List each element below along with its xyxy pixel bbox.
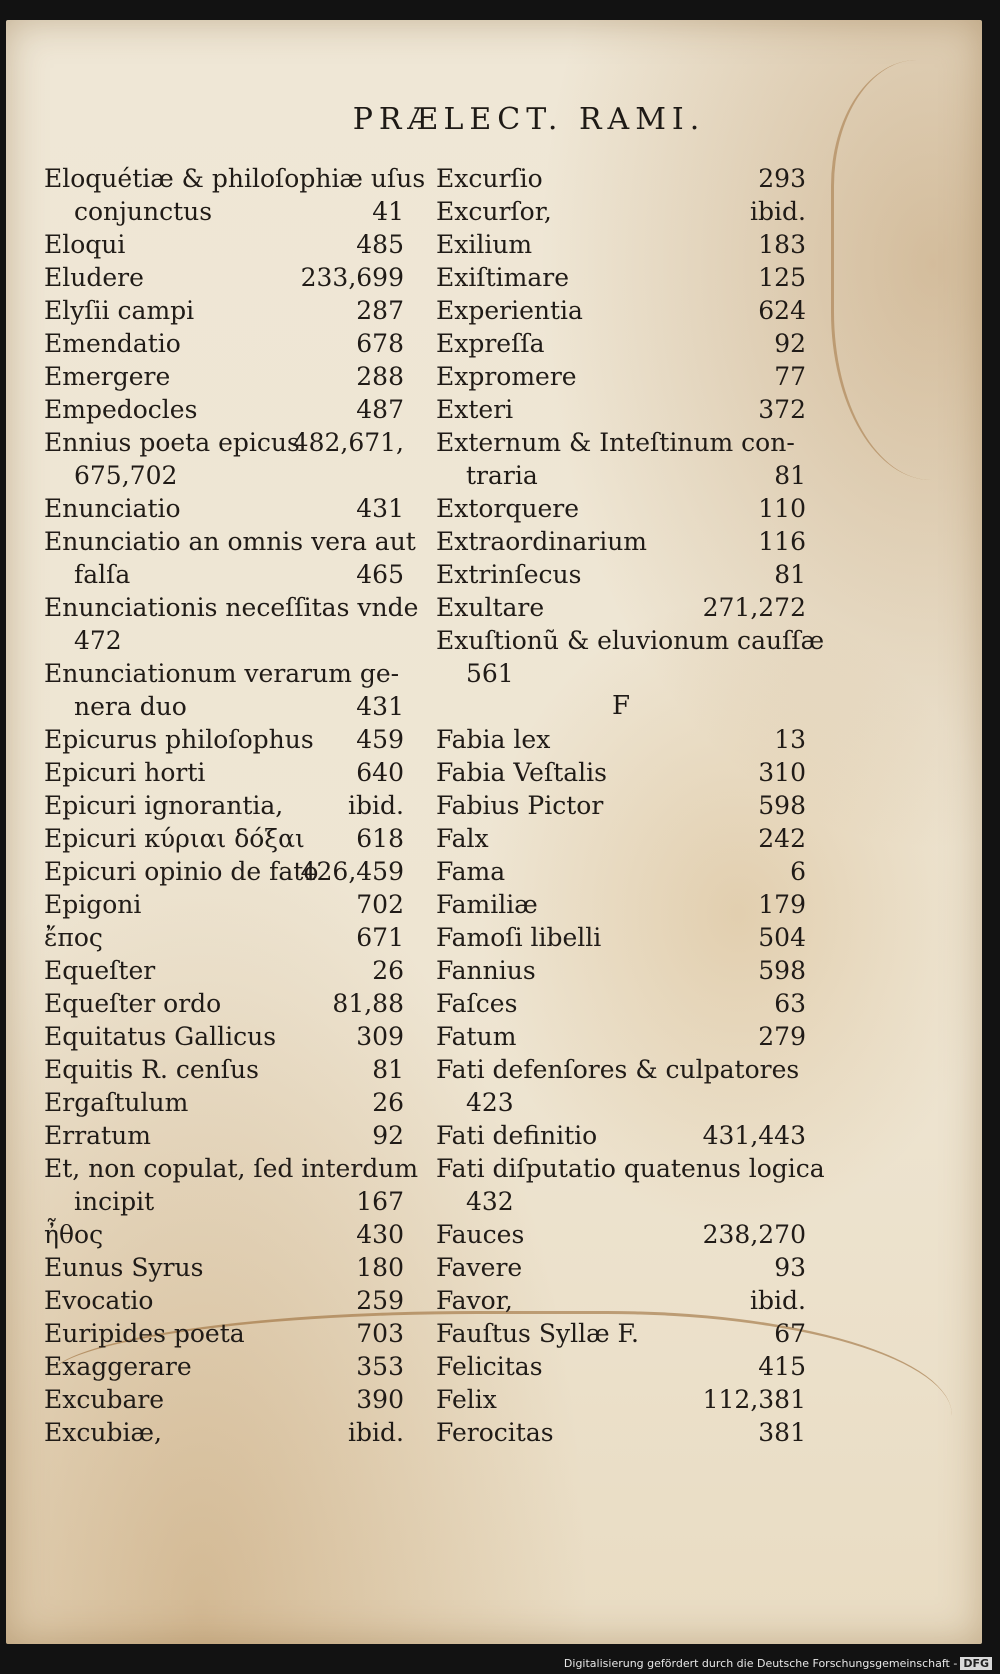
index-entry	[436, 525, 806, 558]
index-entry	[436, 261, 806, 294]
index-term: Emendatio	[44, 329, 181, 358]
page-reference: ibid.	[750, 197, 806, 226]
index-term: Experientia	[436, 296, 583, 325]
index-term: Enunciatio	[44, 494, 181, 523]
index-term: Fauſtus Syllæ F.	[436, 1319, 639, 1348]
page-reference: 624	[758, 296, 806, 325]
index-entry	[44, 789, 404, 822]
index-entry	[44, 591, 419, 624]
index-term: Epigoni	[44, 890, 142, 919]
index-entry	[436, 1053, 806, 1086]
index-term: Externum & Inteſtinum con-	[436, 428, 795, 457]
index-term: Fama	[436, 857, 506, 886]
index-entry	[44, 360, 404, 393]
index-entry	[436, 1383, 806, 1416]
digitization-credit	[564, 1657, 992, 1670]
index-entry	[436, 1152, 825, 1185]
index-term: Ennius poeta epicus	[44, 428, 300, 457]
index-term: Enunciatio an omnis vera aut	[44, 527, 416, 556]
index-term: Familiæ	[436, 890, 538, 919]
page-reference: 116	[758, 527, 806, 556]
index-term: Fabia lex	[436, 725, 551, 754]
index-term: Ergaſtulum	[44, 1088, 189, 1117]
index-term: Equitatus Gallicus	[44, 1022, 277, 1051]
index-term: Fabius Pictor	[436, 791, 604, 820]
index-term: Expromere	[436, 362, 577, 391]
index-term: Excurſor,	[436, 197, 552, 226]
index-entry	[436, 327, 806, 360]
index-entry	[436, 1086, 806, 1119]
index-term: Epicuri ignorantia,	[44, 791, 284, 820]
index-term: Extorquere	[436, 494, 580, 523]
page-reference: 426,459	[300, 857, 404, 886]
page-reference: 110	[758, 494, 806, 523]
index-entry	[436, 921, 806, 954]
index-term: Equitis R. cenſus	[44, 1055, 259, 1084]
page-reference: 81	[774, 560, 806, 589]
credit-text: Digitalisierung gefördert durch die Deutsche Forschungsgemeinschaft -	[563, 1657, 958, 1670]
index-entry	[44, 525, 416, 558]
page-reference: 183	[758, 230, 806, 259]
page-reference: 238,270	[702, 1220, 806, 1249]
index-term: Exteri	[436, 395, 514, 424]
dfg-logo: DFG	[960, 1657, 992, 1670]
page-reference: 485	[356, 230, 404, 259]
index-entry	[44, 855, 404, 888]
index-term: Eludere	[44, 263, 144, 292]
index-term: Exultare	[436, 593, 545, 622]
index-entry	[436, 1317, 806, 1350]
index-term: Favere	[436, 1253, 523, 1282]
index-term: Eloqui	[44, 230, 126, 259]
index-entry	[436, 294, 806, 327]
index-term: Enunciationis neceſſitas vnde	[44, 593, 419, 622]
page-reference: 293	[758, 164, 806, 193]
index-entry	[436, 954, 806, 987]
index-entry	[436, 195, 806, 228]
index-entry	[44, 756, 404, 789]
index-term: Enunciationum verarum ge-	[44, 659, 400, 688]
index-term: Fatum	[436, 1022, 517, 1051]
page-reference: 678	[356, 329, 404, 358]
index-entry	[44, 624, 404, 657]
index-entry	[436, 162, 806, 195]
page-reference: 415	[758, 1352, 806, 1381]
page-reference: 431,443	[702, 1121, 806, 1150]
index-term: Excurſio	[436, 164, 543, 193]
page-reference: 287	[356, 296, 404, 325]
index-term: Exilium	[436, 230, 533, 259]
index-term: Expreſſa	[436, 329, 545, 358]
index-term: 432	[466, 1187, 514, 1216]
index-entry	[44, 327, 404, 360]
index-entry	[436, 987, 806, 1020]
index-term: Fati defenſores & culpatores	[436, 1055, 800, 1084]
page-reference: 112,381	[702, 1385, 806, 1414]
page-reference: 431	[356, 692, 404, 721]
page-reference: 93	[774, 1253, 806, 1282]
index-entry	[436, 393, 806, 426]
page-reference: 353	[356, 1352, 404, 1381]
index-entry	[436, 426, 806, 459]
index-entry	[44, 492, 404, 525]
page-reference: 279	[758, 1022, 806, 1051]
index-column-right	[436, 162, 825, 1449]
page-reference: 233,699	[300, 263, 404, 292]
page-reference: 703	[356, 1319, 404, 1348]
index-term: traria	[466, 461, 538, 490]
index-entry	[44, 1185, 404, 1218]
index-term: Et, non copulat, ſed interdum	[44, 1154, 419, 1183]
page-reference: 81,88	[332, 989, 404, 1018]
index-term: nera duo	[74, 692, 187, 721]
page-reference: 180	[356, 1253, 404, 1282]
page-reference: 63	[774, 989, 806, 1018]
index-entry	[44, 723, 404, 756]
index-entry	[44, 657, 404, 690]
index-term: Epicurus philoſophus	[44, 725, 314, 754]
index-entry	[436, 1185, 806, 1218]
page-reference: 640	[356, 758, 404, 787]
index-term: Felicitas	[436, 1352, 543, 1381]
index-entry	[436, 1218, 806, 1251]
index-term: Ferocitas	[436, 1418, 554, 1447]
index-entry	[44, 1251, 404, 1284]
index-entry	[436, 228, 806, 261]
page-reference: 482,671,	[292, 428, 404, 457]
page-reference: 26	[372, 1088, 404, 1117]
index-term: falſa	[74, 560, 131, 589]
page-reference: 67	[774, 1319, 806, 1348]
index-term: 472	[74, 626, 122, 655]
index-entry	[436, 624, 825, 657]
page-reference: 92	[372, 1121, 404, 1150]
index-term: Faſces	[436, 989, 518, 1018]
index-entry	[436, 1350, 806, 1383]
page-reference: 465	[356, 560, 404, 589]
page-reference: 702	[356, 890, 404, 919]
index-term: Exaggerare	[44, 1352, 192, 1381]
index-term: Felix	[436, 1385, 497, 1414]
index-term: conjunctus	[74, 197, 213, 226]
index-entry	[44, 195, 404, 228]
index-term: 675,702	[74, 461, 178, 490]
index-term: Fati definitio	[436, 1121, 598, 1150]
index-term: 423	[466, 1088, 514, 1117]
index-term: ἔπος	[44, 923, 103, 952]
index-column-left	[44, 162, 426, 1449]
index-entry	[44, 921, 404, 954]
index-entry	[44, 1218, 404, 1251]
index-term: Famoſi libelli	[436, 923, 602, 952]
page-reference: 671	[356, 923, 404, 952]
index-term: incipit	[74, 1187, 155, 1216]
index-entry	[436, 558, 806, 591]
index-term: Eunus Syrus	[44, 1253, 204, 1282]
index-entry	[436, 459, 806, 492]
page-reference: 242	[758, 824, 806, 853]
index-term: Emergere	[44, 362, 171, 391]
index-entry	[44, 690, 404, 723]
index-entry	[44, 1119, 404, 1152]
index-entry	[44, 393, 404, 426]
page-reference: ibid.	[750, 1286, 806, 1315]
index-entry	[436, 1284, 806, 1317]
page-reference: 13	[774, 725, 806, 754]
index-term: Epicuri horti	[44, 758, 206, 787]
index-term: Fati diſputatio quatenus logica	[436, 1154, 825, 1183]
index-term: Equeſter	[44, 956, 156, 985]
page-reference: 6	[790, 857, 806, 886]
index-entry	[436, 1020, 806, 1053]
index-entry	[436, 591, 806, 624]
index-term: 561	[466, 659, 514, 688]
section-letter: F	[611, 691, 631, 721]
page-reference: 26	[372, 956, 404, 985]
index-entry	[44, 1152, 419, 1185]
index-term: Fabia Veſtalis	[436, 758, 607, 787]
index-entry	[436, 723, 806, 756]
index-term: Epicuri opinio de fato	[44, 857, 319, 886]
index-entry	[436, 888, 806, 921]
page-reference: ibid.	[348, 791, 404, 820]
running-head: PRÆLECT. RAMI.	[352, 102, 706, 137]
index-entry	[436, 789, 806, 822]
index-term: Epicuri κύριαι δόξαι	[44, 824, 305, 853]
page-reference: ibid.	[348, 1418, 404, 1447]
index-term: Erratum	[44, 1121, 151, 1150]
index-term: Exiſtimare	[436, 263, 569, 292]
page-reference: 259	[356, 1286, 404, 1315]
index-entry	[44, 294, 404, 327]
page-reference: 430	[356, 1220, 404, 1249]
page-reference: 81	[372, 1055, 404, 1084]
page-reference: 487	[356, 395, 404, 424]
index-entry	[436, 657, 806, 690]
index-entry	[436, 1251, 806, 1284]
index-term: Favor,	[436, 1286, 513, 1315]
page-reference: 598	[758, 791, 806, 820]
page-reference: 81	[774, 461, 806, 490]
index-term: Exuſtionũ & eluvionum cauſſæ	[436, 626, 825, 655]
index-term: Excubiæ,	[44, 1418, 162, 1447]
index-entry	[44, 822, 404, 855]
index-entry	[44, 954, 404, 987]
index-entry	[44, 459, 404, 492]
index-entry	[436, 855, 806, 888]
index-entry	[44, 426, 404, 459]
index-entry	[44, 888, 404, 921]
page-reference: 167	[356, 1187, 404, 1216]
page-reference: 310	[758, 758, 806, 787]
index-term: Falx	[436, 824, 489, 853]
index-entry	[44, 987, 404, 1020]
index-term: Euripides poeta	[44, 1319, 245, 1348]
index-term: Extraordinarium	[436, 527, 648, 556]
index-term: Fauces	[436, 1220, 525, 1249]
page-reference: 77	[774, 362, 806, 391]
index-entry	[44, 1317, 404, 1350]
index-term: Fannius	[436, 956, 536, 985]
index-term: Excubare	[44, 1385, 165, 1414]
index-entry	[44, 1020, 404, 1053]
index-term: ἦθος	[44, 1220, 104, 1249]
index-entry	[44, 1350, 404, 1383]
page-reference: 598	[758, 956, 806, 985]
page-reference: 92	[774, 329, 806, 358]
index-entry	[44, 1383, 404, 1416]
page-reference: 288	[356, 362, 404, 391]
index-entry	[44, 1284, 404, 1317]
page-reference: 504	[758, 923, 806, 952]
index-entry	[436, 360, 806, 393]
index-entry	[44, 558, 404, 591]
page-reference: 271,272	[702, 593, 806, 622]
page-reference: 381	[758, 1418, 806, 1447]
page-reference: 41	[372, 197, 404, 226]
index-entry	[44, 261, 404, 294]
index-entry	[436, 1416, 806, 1449]
page-reference: 618	[356, 824, 404, 853]
page-reference: 179	[758, 890, 806, 919]
index-entry	[436, 492, 806, 525]
page-reference: 309	[356, 1022, 404, 1051]
page-reference: 459	[356, 725, 404, 754]
index-entry	[44, 1416, 404, 1449]
index-entry	[436, 756, 806, 789]
book-page	[6, 20, 982, 1644]
page-reference: 125	[758, 263, 806, 292]
index-entry	[44, 228, 404, 261]
index-term: Extrinſecus	[436, 560, 582, 589]
page-reference: 431	[356, 494, 404, 523]
index-term: Evocatio	[44, 1286, 154, 1315]
index-entry	[436, 822, 806, 855]
index-term: Empedocles	[44, 395, 198, 424]
index-entry	[44, 1053, 404, 1086]
index-entry	[44, 162, 426, 195]
page-reference: 390	[356, 1385, 404, 1414]
page-reference: 372	[758, 395, 806, 424]
index-term: Eloquétiæ & philoſophiæ uſus	[44, 164, 426, 193]
index-term: Equeſter ordo	[44, 989, 222, 1018]
index-term: Elyſii campi	[44, 296, 195, 325]
index-entry	[436, 1119, 806, 1152]
index-entry	[44, 1086, 404, 1119]
